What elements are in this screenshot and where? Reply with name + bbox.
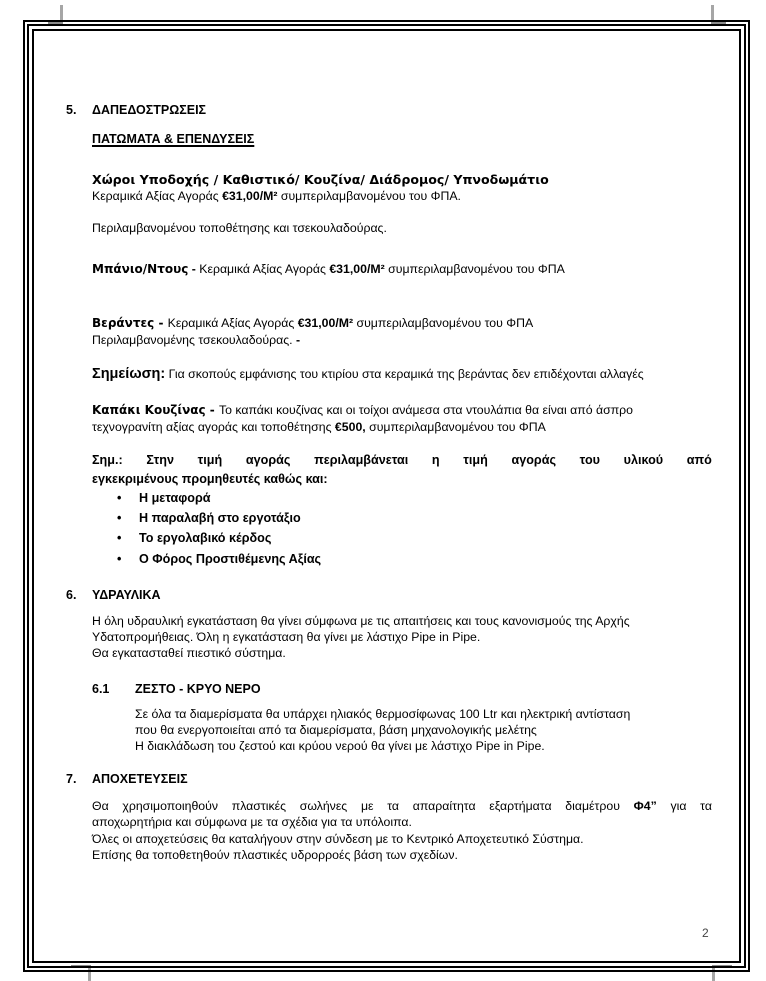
section-6-title: ΥΔΡΑΥΛΙΚΑ [92, 588, 161, 602]
word: Στην [146, 453, 174, 467]
verandas-price: €31,00/Μ² [297, 316, 354, 330]
section-6-number: 6. [66, 588, 77, 602]
rooms-installation-line: Περιλαμβανομένου τοποθέτησης και τσεκουλαδούρας. [92, 221, 387, 235]
word: η [431, 453, 440, 467]
bathroom-prefix: Κεραμικά Αξίας Αγοράς [199, 262, 330, 276]
note-label: Σημείωση: [92, 366, 166, 382]
hot-cold-line-2: που θα ενεργοποιείται από τα διαμερίσματα, βάση μηχανολογικής μελέτης [135, 723, 537, 737]
kitchen-top-text-1: Το καπάκι κουζίνας και οι τοίχοι ανάμεσα στα ντουλάπια θα είναι από άσπρο [218, 403, 634, 417]
word: υλικού [623, 453, 664, 467]
verandas-prefix: Κεραμικά Αξίας Αγοράς [167, 316, 298, 330]
word: Σημ.: [92, 453, 123, 467]
bullet-text: Το εργολαβικό κέρδος [139, 531, 272, 545]
rooms-price: €31,00/Μ² [222, 189, 278, 203]
drainage-line-4: Επίσης θα τοποθετηθούν πλαστικές υδρορροές βάση των σχεδίων. [92, 848, 458, 862]
pipe-diameter: Φ4” [633, 799, 657, 813]
bathroom-suffix: συμπεριλαμβανομένου του ΦΠΑ [384, 262, 565, 276]
word: διαμέτρου [565, 799, 620, 813]
kitchen-top-text-2-suffix: συμπεριλαμβανομένου του ΦΠΑ [365, 420, 546, 434]
verandas-suffix: συμπεριλαμβανομένου του ΦΠΑ [353, 316, 534, 330]
price-note-line-1 [92, 453, 712, 468]
section-5-subtitle: ΠΑΤΩΜΑΤΑ & ΕΠΕΝΔΥΣΕΙΣ [92, 132, 255, 146]
kitchen-top-text-2-prefix: τεχνογρανίτη αξίας αγοράς και τοποθέτησης [92, 420, 335, 434]
word: τα [700, 799, 712, 813]
rooms-price-suffix: συμπεριλαμβανομένου του ΦΠΑ. [277, 189, 461, 203]
bullet-text: Ο Φόρος Προστιθέμενης Αξίας [139, 552, 322, 566]
kitchen-top-price: €500, [334, 420, 366, 434]
verandas-label: Βεράντες - [92, 316, 168, 330]
verandas-line [92, 316, 533, 331]
word: τιμή [197, 453, 223, 467]
section-6-1-title: ΖΕΣΤΟ - ΚΡΥΟ ΝΕΡΟ [135, 682, 261, 696]
kitchen-top-line-1 [92, 403, 633, 418]
word: του [579, 453, 600, 467]
bathroom-price: €31,00/Μ² [329, 262, 385, 276]
rooms-heading: Χώροι Υποδοχής / Καθιστικό/ Κουζίνα/ Διάδρομος/ Υπνοδωμάτιο [92, 172, 549, 187]
bathroom-dash: - [188, 262, 200, 276]
bullet-text: Η μεταφορά [139, 491, 211, 505]
word: με [360, 799, 374, 813]
word: τα [387, 799, 400, 813]
word: πλαστικές [231, 799, 287, 813]
bathroom-label: Μπάνιο/Ντους [92, 262, 189, 276]
section-5-number: 5. [66, 103, 77, 117]
word: εξαρτήματα [489, 799, 552, 813]
plumbing-line-1: Η όλη υδραυλική εγκατάσταση θα γίνει σύμφωνα με τις απαιτήσεις και τους κανονισμούς της Αρχής [92, 614, 630, 628]
word: Θα [92, 799, 109, 813]
bathroom-line [92, 262, 565, 277]
note-line [92, 367, 644, 382]
note-text: Για σκοπούς εμφάνισης του κτιρίου στα κεραμικά της βεράντας δεν επιδέχονται αλλαγές [165, 367, 644, 381]
bullet-text: Η παραλαβή στο εργοτάξιο [139, 511, 301, 525]
word: σωλήνες [299, 799, 348, 813]
section-7-title: ΑΠΟΧΕΤΕΥΣΕΙΣ [92, 772, 188, 786]
word: για [670, 799, 687, 813]
hot-cold-line-3: Η διακλάδωση του ζεστού και κρύου νερού θα γίνει με λάστιχο Pipe in Pipe. [135, 739, 545, 753]
rooms-price-prefix: Κεραμικά Αξίας Αγοράς [92, 189, 223, 203]
word: χρησιμοποιηθούν [122, 799, 219, 813]
price-note-line-2: εγκεκριμένους προμηθευτές καθώς και: [92, 472, 328, 486]
bullet-icon: • [117, 511, 122, 525]
plumbing-line-3: Θα εγκατασταθεί πιεστικό σύστημα. [92, 646, 286, 660]
drainage-line-3: Όλες οι αποχετεύσεις θα καταλήγουν στην σύνδεση με το Κεντρικό Αποχετευτικό Σύστημα. [92, 832, 584, 846]
verandas-line2-text: Περιλαμβανομένης τσεκουλαδούρας. [92, 333, 296, 347]
word: από [686, 453, 712, 467]
verandas-line2-dash: - [295, 333, 301, 347]
bullet-icon: • [117, 531, 122, 545]
bullet-icon: • [117, 552, 122, 566]
kitchen-top-line-2 [92, 420, 546, 435]
section-6-1-number: 6.1 [92, 682, 110, 696]
word: αγοράς [245, 453, 291, 467]
page-number: 2 [702, 926, 709, 940]
drainage-line-2: αποχωρητήρια και σύμφωνα με τα σχέδια για τα υπόλοιπα. [92, 815, 412, 829]
section-7-number: 7. [66, 772, 77, 786]
plumbing-line-2: Υδατοπρομήθειας. Όλη η εγκατάσταση θα γίνει με λάστιχο Pipe in Pipe. [92, 630, 481, 644]
word: απαραίτητα [412, 799, 476, 813]
word: περιλαμβάνεται [314, 453, 409, 467]
rooms-price-line [92, 189, 461, 204]
hot-cold-line-1: Σε όλα τα διαμερίσματα θα υπάρχει ηλιακός θερμοσίφωνας 100 Ltr και ηλεκτρική αντίσταση [135, 707, 631, 721]
section-5-title: ΔΑΠΕΔΟΣΤΡΩΣΕΙΣ [92, 103, 207, 117]
word: αγοράς [511, 453, 556, 467]
drainage-line-1 [92, 799, 712, 814]
bullet-icon: • [117, 491, 122, 505]
word: τιμή [463, 453, 488, 467]
verandas-line-2 [92, 333, 300, 348]
kitchen-top-label: Καπάκι Κουζίνας - [92, 403, 219, 417]
